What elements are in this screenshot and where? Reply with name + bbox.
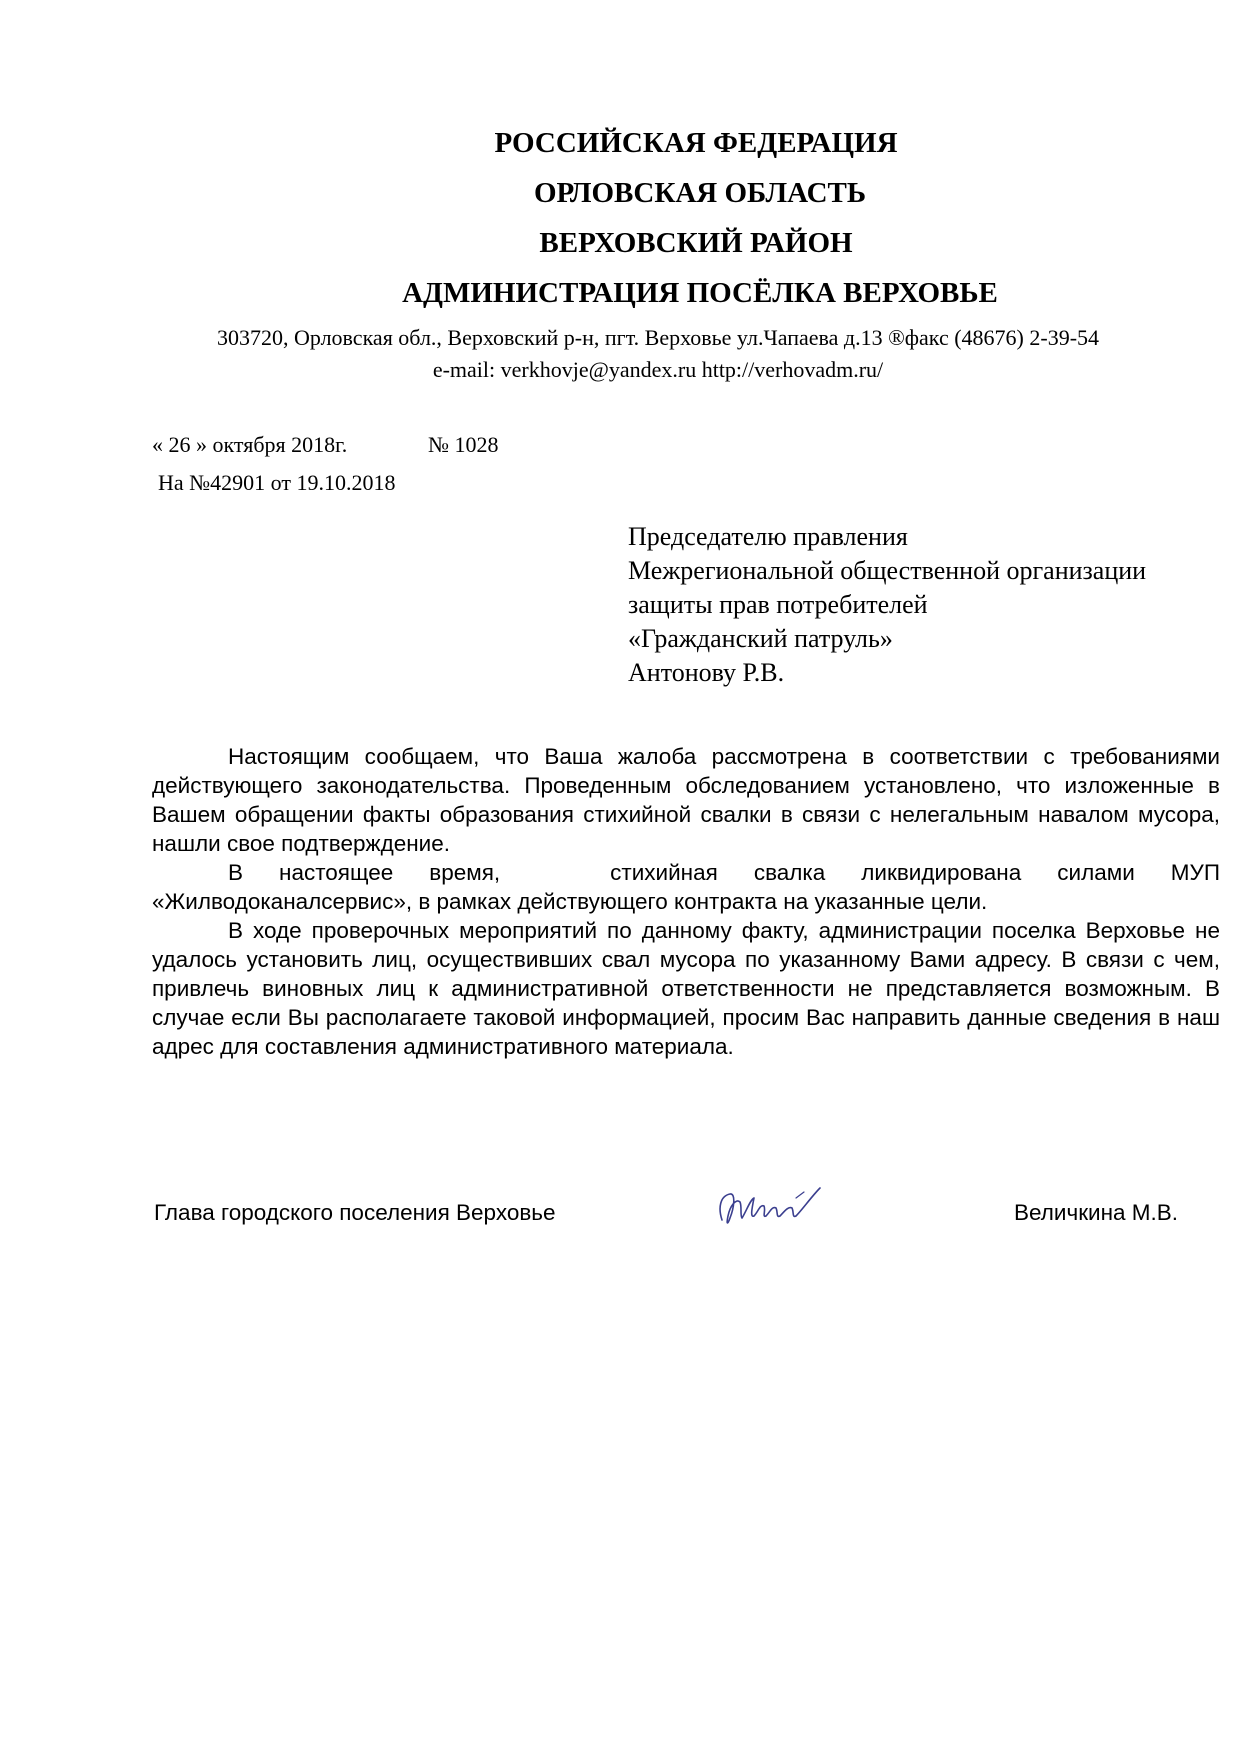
handwritten-signature <box>700 1168 850 1248</box>
recipient-line: Председателю правления <box>628 522 908 551</box>
header-region: ОРЛОВСКАЯ ОБЛАСТЬ <box>533 177 867 209</box>
body-paragraph: Настоящим сообщаем, что Ваша жалоба рассмотрена в соответствии с требованиями действующего законодательства. Проведенным обследованием установлено, что изложенные в Вашем обращении факты образования стихийной свалки в связи с нелегальным навалом мусора, нашли свое подтверждение. <box>152 744 1220 856</box>
recipient-line: защиты прав потребителей <box>628 590 928 619</box>
letter-body <box>152 742 1220 1061</box>
letterhead-address-block <box>148 322 1168 386</box>
letterhead-address: 303720, Орловская обл., Верховский р-н, пгт. Верховье ул.Чапаева д.13 ®факс (48676) 2-39-54 <box>216 325 1100 350</box>
signatory-name: Величкина М.В. <box>1014 1200 1179 1225</box>
letterhead-contacts: e-mail: verkhovje@yandex.ru http://verhovadm.ru/ <box>432 357 884 382</box>
signatory-title: Глава городского поселения Верховье <box>154 1200 556 1225</box>
letter-number: № 1028 <box>428 432 499 457</box>
body-paragraph: В ходе проверочных мероприятий по данному факту, администрации поселка Верховье не удалось установить лиц, осуществивших свал мусора по указанному Вами адресу. В связи с чем, привлечь виновных лиц к административной ответственности не представляется возможным. В случае если Вы располагаете таковой информацией, просим Вас направить данные сведения в наш адрес для составления административного материала. <box>152 918 1220 1059</box>
header-district: ВЕРХОВСКИЙ РАЙОН <box>539 227 853 259</box>
recipient-name: Антонову Р.В. <box>628 658 785 687</box>
reference-line: На №42901 от 19.10.2018 <box>158 470 396 495</box>
header-country: РОССИЙСКАЯ ФЕДЕРАЦИЯ <box>494 127 898 159</box>
recipient-line: Межрегиональной общественной организации <box>628 556 1147 585</box>
header-administration: АДМИНИСТРАЦИЯ ПОСЁЛКА ВЕРХОВЬЕ <box>402 277 998 309</box>
body-paragraph <box>152 858 1220 916</box>
letterhead <box>0 118 1240 318</box>
recipient-block <box>628 520 1146 690</box>
letter-date: « 26 » октября 2018г. <box>152 432 348 457</box>
body-paragraph-rest: стихийная свалка ликвидирована силами МУП «Жилводоканалсервис», в рамках действующего контракта на указанные цели. <box>152 860 1220 914</box>
recipient-line: «Гражданский патруль» <box>628 624 893 653</box>
body-paragraph-start: В настоящее время, <box>228 860 501 885</box>
